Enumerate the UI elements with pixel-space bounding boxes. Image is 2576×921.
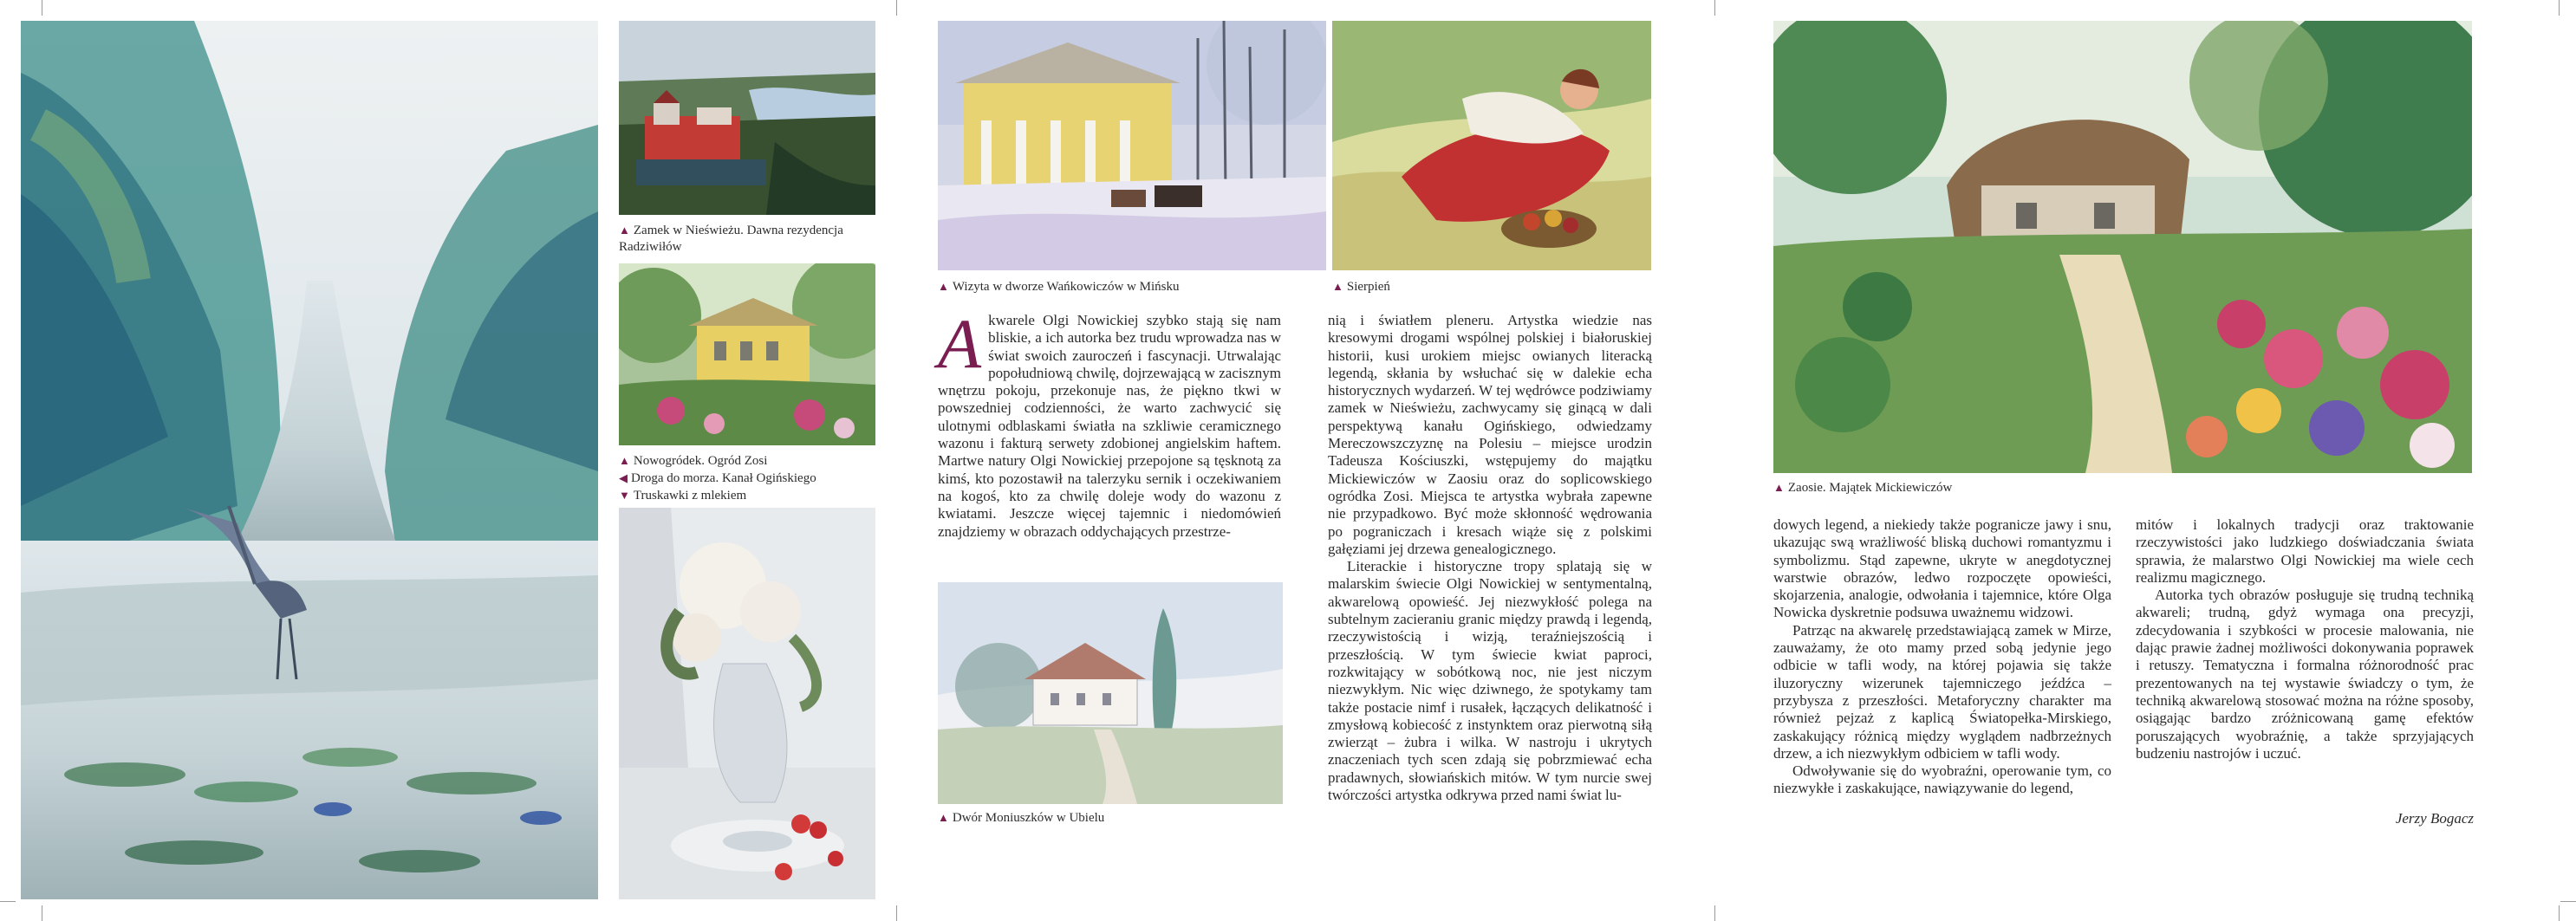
crop-mark	[2560, 901, 2576, 902]
crop-mark	[0, 901, 16, 902]
article-paragraph: kwarele Olgi Nowickiej szybko stają się nam bliskie, a ich autorka bez trudu wprowadza nas w świat swoich zauroczeń i fascynacji. Utrwalając popołudniową chwilę, dojrzewającą w zacisznym wnętrzu pokoju, przekonuje nas, że piękno tkwi w powszedniej codzienności, że warto zachwycić się ulotnymi odblaskami światła na szkliwie ceramicznego wazonu i fakturą serwety zdobionej angielskim haftem. Martwe natury Olgi Nowickiej przepojone są tęsknotą za kimś, kto pozostawił na talerzyku sernik i oczekiwaniem na kogoś, kto za chwilę doleje wody do wazonu z kwiatami. Jeszcze więcej tajemnic i niedomówień znajdziemy w obrazach oddychających przestrze-	[938, 312, 1281, 540]
crop-mark	[2559, 0, 2560, 16]
crop-mark	[896, 905, 897, 921]
caption-wankowicz: ▲ Wizyta w dworze Wańkowiczów w Mińsku	[938, 280, 1180, 294]
dropcap: A	[938, 304, 982, 383]
article-column-4	[2136, 516, 2474, 802]
caption-droga: ◀ Droga do morza. Kanał Ogińskiego	[619, 471, 816, 485]
peonies-still-life-painting	[619, 508, 875, 899]
article-column-2	[1328, 312, 1652, 832]
triangle-up-icon: ▲	[1773, 481, 1785, 494]
article-paragraph: Literackie i historyczne tropy splatają się w malarskim świecie Olgi Nowickiej w sentymentalną, akwarelową opowieść. Jej niezwykłość polega na subtelnym zacieraniu granic między prawdą i legendą, rzeczywistością i wizją, teraźniejszością i przeszłością. W tym świecie kwiat paproci, rozkwitający w sobótkową noc, nie jest niczym niezwykłym. Nic więc dziwnego, że spotykamy tam także postacie nimf i rusałek, łączących delikatność i zmysłową kobiecość z instynktem oraz pierwotną siłą zwierząt – żubra i wilka. W nastroju i ukrytych znaczeniach tych scen zdają się pobrzmiewać echa pradawnych, słowiańskich mitów. W tym nurcie swej twórczości artystka odkrywa przed nami świat lu-	[1328, 558, 1652, 804]
author-signature: Jerzy Bogacz	[2395, 810, 2474, 827]
article-column-3	[1773, 516, 2111, 880]
article-paragraph: Patrząc na akwarelę przedstawiającą zamek w Mirze, zauważamy, że oto mamy przed sobą jedynie jego odbicie w tafli wody, na której pojawia się także iluzoryczny wizerunek tajemniczego jeźdźca – przybysza z przeszłości. Metaforyczny charakter ma również pejzaż z kaplicą Światopełka-Mirskiego, zaskakujący różnicą między wyglądem nadbrzeżnych drzew, a ich niezwykłym odbiciem w tafli wody.	[1773, 621, 2111, 762]
article-paragraph: mitów i lokalnych tradycji oraz traktowanie rzeczywistości jako ludzkiego doświadczania świata sprawia, że malarstwo Olgi Nowickiej ma wiele cech realizmu magicznego.	[2136, 516, 2474, 586]
caption-sierpien: ▲ Sierpień	[1332, 280, 1390, 294]
manor-garden-painting	[619, 263, 875, 445]
crop-mark	[1714, 905, 1715, 921]
crop-mark	[2559, 905, 2560, 921]
caption-nieswiez: ▲ Zamek w Nieświeżu. Dawna rezydencja Radziwiłów	[619, 224, 843, 254]
article-paragraph: Autorka tych obrazów posługuje się trudną techniką akwareli; trudną, gdyż wymaga ona precyzji, zdecydowania i szybkości w procesie malowania, nie dając prawie żadnej możliwości dokonywania poprawek i retuszy. Tematyczna i formalna różnorodność prac prezentowanych na tej wystawie świadczy o tym, że techniką akwarelową stosować można na różne sposoby, osiągając bardzo zróżnicowaną gamę efektów poruszających wyobraźnię, a także sprzyjających budzeniu nastrojów i uczuć.	[2136, 587, 2474, 762]
sleeping-woman-painting	[1332, 21, 1651, 270]
castle-painting	[619, 21, 875, 215]
article-paragraph: dowych legend, a niekiedy także pogranicze jawy i snu, ukazując swą wrażliwość bliską duchowi romantyzmu i symbolizmu. Stąd zapewne, ukryte w anegdotycznej warstwie obrazów, ledwo rozpoczęte opowieści, skojarzenia, analogie, odwołania i tajemnice, które Olga Nowicka dyskretnie podsuwa uważnemu widzowi.	[1773, 516, 2111, 621]
article-paragraph: nią i światłem pleneru. Artystka wiedzie nas kresowymi drogami wspólnej polskiej i białoruskiej historii, kusi urokiem miejsc owianych literacką legendą, skłania by wsłuchać się w dalekie echa historycznych wydarzeń. W tej wędrówce podziwiamy zamek w Nieświeżu, zachwycamy się ginącą w dali perspektywą kanału Ogińskiego, odwiedzamy Mereczowszczyznę na Polesiu – miejsce urodzin Tadeusza Kościuszki, wstępujemy do majątku Mickiewiczów w Zaosiu oraz do soplicowskiego ogródka Zosi. Miejsca te artystka wybrała zapewne nie przypadkowo. Być może skłonność wędrowania po pograniczach i kresach wiąże się z polskimi gałęziami jej drzewa genealogicznego.	[1328, 312, 1652, 557]
river-heron-painting	[21, 21, 598, 899]
caption-zaosie: ▲ Zaosie. Majątek Mickiewiczów	[1773, 481, 1953, 495]
caption-moniuszko: ▲ Dwór Moniuszków w Ubielu	[938, 811, 1105, 825]
crop-mark	[1714, 0, 1715, 16]
triangle-up-icon: ▲	[1332, 280, 1343, 293]
triangle-up-icon: ▲	[938, 280, 949, 293]
triangle-up-icon: ▲	[619, 454, 630, 467]
article-paragraph: Odwoływanie się do wyobraźni, operowanie tym, co niezwykłe i zaskakujące, nawiązywanie do legend,	[1773, 762, 2111, 797]
triangle-down-icon: ▼	[619, 489, 630, 502]
triangle-up-icon: ▲	[619, 224, 630, 237]
caption-nowogrodek: ▲ Nowogródek. Ogród Zosi	[619, 454, 768, 468]
triangle-up-icon: ▲	[938, 811, 949, 824]
article-column-1	[938, 304, 1281, 572]
triangle-left-icon: ◀	[619, 471, 628, 484]
zaosie-manor-painting	[1773, 21, 2472, 473]
crop-mark	[896, 0, 897, 16]
caption-group	[619, 452, 879, 504]
caption-truskawki: ▼ Truskawki z mlekiem	[619, 489, 747, 503]
moniuszko-manor-painting	[938, 582, 1283, 804]
winter-manor-painting	[938, 21, 1326, 270]
